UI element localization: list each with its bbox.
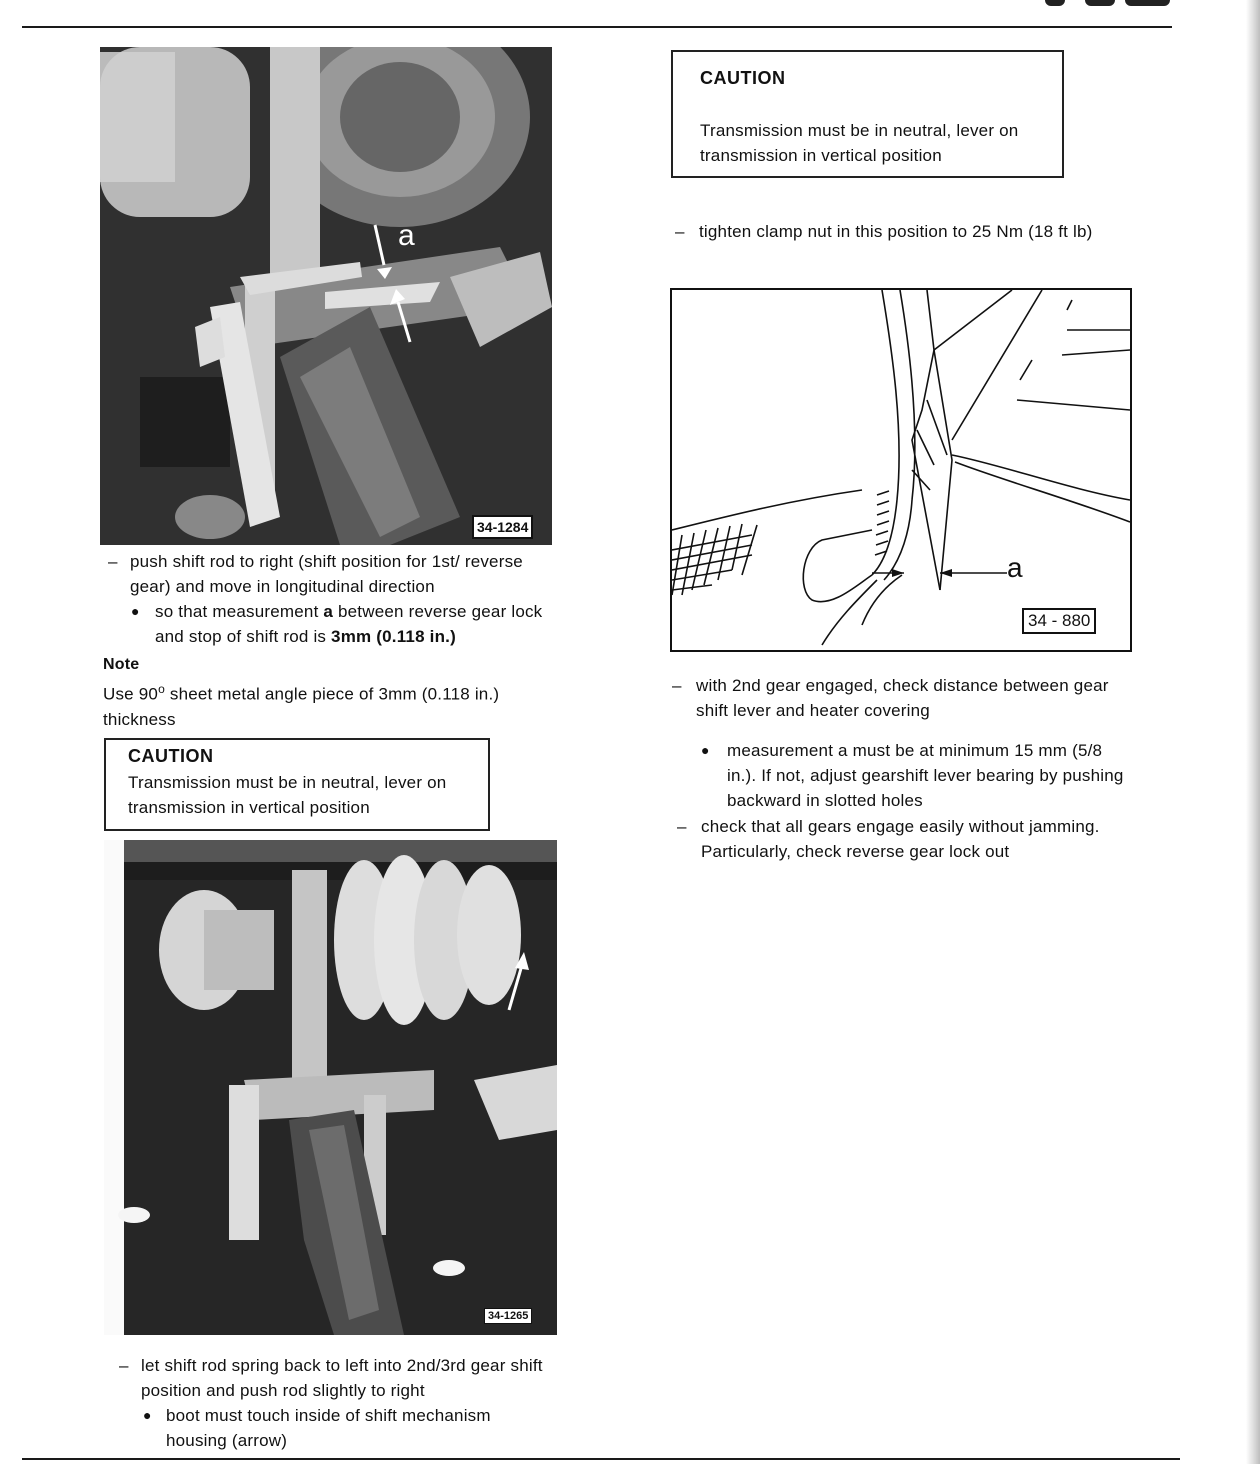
step-dash: –	[119, 1356, 129, 1375]
page-edge-shadow	[1246, 0, 1260, 1464]
diagram-line-art	[672, 290, 1130, 650]
figure-label: 34 - 880	[1022, 608, 1096, 634]
bullet: ●	[131, 603, 140, 619]
step-check-gears-engage: check that all gears engage easily without jamming. Particularly, check reverse gear lock out	[701, 817, 1100, 861]
note-degree: o	[158, 682, 165, 696]
header-fragment	[1085, 0, 1115, 6]
caution-text: Transmission must be in neutral, lever on transmission in vertical position	[128, 773, 447, 817]
caution-title: CAUTION	[128, 746, 214, 766]
bullet-text-bold: 3mm (0.118 in.)	[331, 627, 456, 646]
fig1-callout-a: a	[398, 219, 415, 252]
step-push-shift-rod: push shift rod to right (shift position for 1st/ reverse gear) and move in longitudinal direction	[130, 552, 523, 596]
bullet-boot-touch: boot must touch inside of shift mechanism housing (arrow)	[166, 1406, 491, 1450]
header-fragment	[1045, 0, 1065, 6]
figure-label: 34-1265	[484, 1308, 532, 1324]
figure-label: 34-1284	[472, 515, 533, 539]
photo-shift-rod-measurement	[100, 47, 552, 545]
caution-title: CAUTION	[700, 68, 786, 88]
note-text	[103, 677, 563, 732]
photo-boot-illustration	[104, 840, 557, 1335]
step-check-distance: with 2nd gear engaged, check distance between gear shift lever and heater covering	[696, 676, 1109, 720]
step-dash: –	[675, 222, 685, 241]
bullet-text-pre: so that measurement	[155, 602, 324, 621]
bullet-measurement-a	[155, 599, 555, 649]
bullet-minimum-15mm: measurement a must be at minimum 15 mm (5/8 in.). If not, adjust gearshift lever bearing by pushing backward in slotted holes	[727, 741, 1124, 810]
bullet-text-a: a	[323, 602, 334, 621]
step-let-shift-rod-spring: let shift rod spring back to left into 2nd/3rd gear shift position and push rod slightly to right	[141, 1356, 543, 1400]
bullet: ●	[143, 1407, 152, 1423]
photo-boot-housing	[104, 840, 557, 1335]
note-text-post: sheet metal angle piece of 3mm (0.118 in.) thickness	[103, 684, 500, 729]
header-fragment	[1125, 0, 1170, 6]
note-title: Note	[103, 656, 140, 673]
bullet-text-mid: between reverse gear lock and stop of shift rod is	[155, 602, 543, 646]
photo-shift-rod-illustration	[100, 47, 552, 545]
caution-text: Transmission must be in neutral, lever on transmission in vertical position	[700, 121, 1019, 165]
step-dash: –	[108, 552, 118, 571]
step-dash: –	[672, 676, 682, 695]
step-tighten-clamp-nut: tighten clamp nut in this position to 25 Nm (18 ft lb)	[699, 222, 1093, 241]
diagram-callout-a: a	[1007, 552, 1023, 583]
caution-box-right	[671, 50, 1064, 178]
step-dash: –	[677, 817, 687, 836]
note-text-pre: Use 90	[103, 684, 159, 704]
top-rule	[22, 26, 1172, 28]
caution-box-left	[104, 738, 490, 831]
bottom-rule	[22, 1458, 1180, 1460]
bullet: ●	[701, 742, 710, 758]
diagram-gearshift-heater	[670, 288, 1132, 652]
